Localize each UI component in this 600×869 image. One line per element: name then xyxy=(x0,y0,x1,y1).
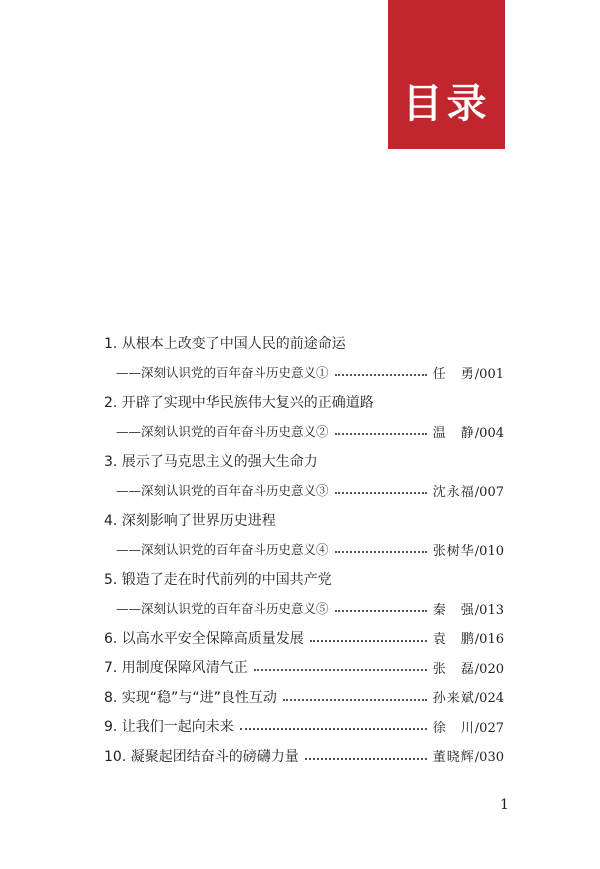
entry-author-page xyxy=(433,658,504,677)
entry-author-page xyxy=(433,628,504,647)
page-number: 1 xyxy=(500,797,509,813)
entry-page: /030 xyxy=(474,750,504,766)
toc-entry[interactable] xyxy=(104,623,504,653)
toc-entry-subtitle[interactable] xyxy=(104,476,504,506)
dot-leader xyxy=(240,728,427,730)
dot-leader xyxy=(335,551,427,553)
entry-subtitle: ——深刻认识党的百年奋斗历史意义⑤ xyxy=(116,601,329,617)
entry-author-page xyxy=(433,481,504,500)
toc-entry[interactable] xyxy=(104,682,504,712)
toc-entry-subtitle[interactable] xyxy=(104,358,504,388)
entry-title: 6. 以高水平安全保障高质量发展 xyxy=(104,630,304,647)
entry-author: 温 静 xyxy=(432,425,475,441)
entry-author: 沈永福 xyxy=(432,484,475,500)
entry-title: 1. 从根本上改变了中国人民的前途命运 xyxy=(104,335,346,352)
toc-entry-title[interactable] xyxy=(104,328,504,358)
toc-entry-title[interactable] xyxy=(104,446,504,476)
dot-leader xyxy=(335,433,427,435)
entry-title: 2. 开辟了实现中华民族伟大复兴的正确道路 xyxy=(104,394,374,411)
entry-author: 孙来斌 xyxy=(432,691,475,707)
entry-page: /016 xyxy=(474,632,504,648)
entry-subtitle: ——深刻认识党的百年奋斗历史意义① xyxy=(116,365,329,381)
toc-entry[interactable] xyxy=(104,712,504,742)
entry-title: 5. 锻造了走在时代前列的中国共产党 xyxy=(104,571,332,588)
entry-title: 8. 实现“稳”与“进”良性互动 xyxy=(104,689,277,706)
entry-page: /010 xyxy=(474,543,504,559)
entry-author-page xyxy=(433,687,504,706)
entry-author: 董晓辉 xyxy=(432,750,475,766)
entry-subtitle: ——深刻认识党的百年奋斗历史意义② xyxy=(116,424,329,440)
toc-title-banner xyxy=(388,0,505,149)
entry-title: 4. 深刻影响了世界历史进程 xyxy=(104,512,276,529)
entry-author-page xyxy=(433,363,504,382)
entry-page: /004 xyxy=(474,425,504,441)
toc-entry-title[interactable] xyxy=(104,387,504,417)
entry-author: 徐 川 xyxy=(432,720,475,736)
entry-title: 9. 让我们一起向未来 xyxy=(104,719,234,736)
entry-title: 7. 用制度保障风清气正 xyxy=(104,660,248,677)
toc-entry-subtitle[interactable] xyxy=(104,594,504,624)
entry-author-page xyxy=(433,599,504,618)
dot-leader xyxy=(335,610,427,612)
entry-author: 袁 鹏 xyxy=(432,632,475,648)
entry-page: /007 xyxy=(474,484,504,500)
entry-author-page xyxy=(433,422,504,441)
entry-title: 10. 凝聚起团结奋斗的磅礴力量 xyxy=(104,748,299,765)
entry-author: 张 磊 xyxy=(432,661,475,677)
entry-author: 任 勇 xyxy=(432,366,475,382)
entry-author-page xyxy=(433,717,504,736)
entry-page: /027 xyxy=(474,720,504,736)
toc-entry-title[interactable] xyxy=(104,505,504,535)
entry-page: /001 xyxy=(474,366,504,382)
entry-subtitle: ——深刻认识党的百年奋斗历史意义③ xyxy=(116,483,329,499)
entry-author: 张树华 xyxy=(432,543,475,559)
entry-page: /024 xyxy=(474,691,504,707)
entry-subtitle: ——深刻认识党的百年奋斗历史意义④ xyxy=(116,542,329,558)
entry-title: 3. 展示了马克思主义的强大生命力 xyxy=(104,453,318,470)
table-of-contents xyxy=(104,328,504,771)
toc-entry-title[interactable] xyxy=(104,564,504,594)
toc-entry[interactable] xyxy=(104,741,504,771)
dot-leader xyxy=(283,699,427,701)
dot-leader xyxy=(335,492,427,494)
toc-entry[interactable] xyxy=(104,653,504,683)
dot-leader xyxy=(335,374,427,376)
entry-author-page xyxy=(433,540,504,559)
dot-leader xyxy=(254,669,427,671)
page-title: 目录 xyxy=(402,81,491,127)
dot-leader xyxy=(310,640,427,642)
dot-leader xyxy=(305,758,427,760)
entry-page: /013 xyxy=(474,602,504,618)
entry-author: 秦 强 xyxy=(432,602,475,618)
entry-page: /020 xyxy=(474,661,504,677)
entry-author-page xyxy=(433,746,504,765)
toc-entry-subtitle[interactable] xyxy=(104,417,504,447)
toc-entry-subtitle[interactable] xyxy=(104,535,504,565)
